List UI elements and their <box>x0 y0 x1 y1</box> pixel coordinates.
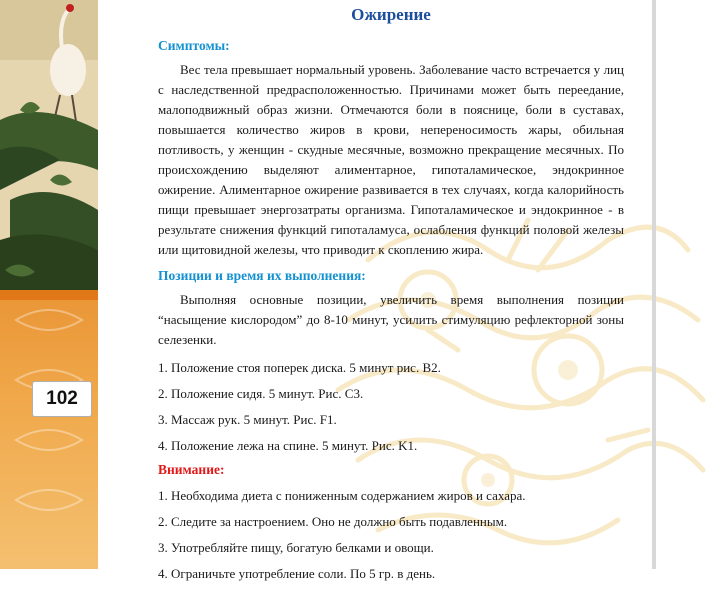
attention-item: 4. Ограничьте употребление соли. По 5 гр. в день. <box>158 566 436 581</box>
position-item: 2. Положение сидя. 5 минут. Рис. C3. <box>158 386 364 401</box>
attention-heading: Внимание: <box>158 462 225 477</box>
page-number: 102 <box>32 381 92 417</box>
symptoms-heading: Симптомы: <box>158 38 230 53</box>
position-item: 1. Положение стоя поперек диска. 5 минут рис. B2. <box>158 360 441 375</box>
positions-list <box>158 358 624 456</box>
position-item: 3. Массаж рук. 5 минут. Рис. F1. <box>158 412 337 427</box>
crane-painting-illustration <box>0 0 98 300</box>
attention-item: 2. Следите за настроением. Оно не должно быть подавленным. <box>158 514 508 529</box>
page-content-area <box>98 0 652 581</box>
page-title: Ожирение <box>351 5 431 24</box>
ornament-pattern <box>6 300 92 560</box>
page-edge-divider <box>652 0 656 569</box>
symptoms-paragraph: Вес тела превышает нормальный уровень. Заболевание часто встречается у лиц с наследственной предрасположенностью. Причинами может быть переедание, малоподвижный образ жизни. Отмечаются боли в пояснице, боли в суставах, повышается количество жиров в крови, непереносимость жары, обильная потливость, у женщин - скудные месячные, возможно прекращение месячных. По происхождению выделяют алиментарное, гипоталамическое, эндокринное ожирение. Алиментарное ожирение развивается в тех случаях, когда калорийность пищи превышает энергозатраты организма. Гипоталамическое и эндокринное - в результате снижения функций гипоталамуса, ослабления функций половой железы или щитовидной железы, что приводит к скоплению жира. <box>158 62 624 257</box>
attention-item: 1. Необходима диета с пониженным содержанием жиров и сахара. <box>158 488 526 503</box>
positions-heading: Позиции и время их выполнения: <box>158 268 366 283</box>
attention-item: 3. Употребляйте пищу, богатую белками и овощи. <box>158 540 434 555</box>
article <box>158 0 624 590</box>
attention-list <box>158 486 624 584</box>
positions-intro-paragraph: Выполняя основные позиции, увеличить время выполнения позиции “насыщение кислородом” до 8-10 минут, усилить стимуляцию рефлекторной зоны селезенки. <box>158 292 624 347</box>
position-item: 4. Положение лежа на спине. 5 минут. Рис. K1. <box>158 438 418 453</box>
decorative-side-strip <box>0 0 98 569</box>
